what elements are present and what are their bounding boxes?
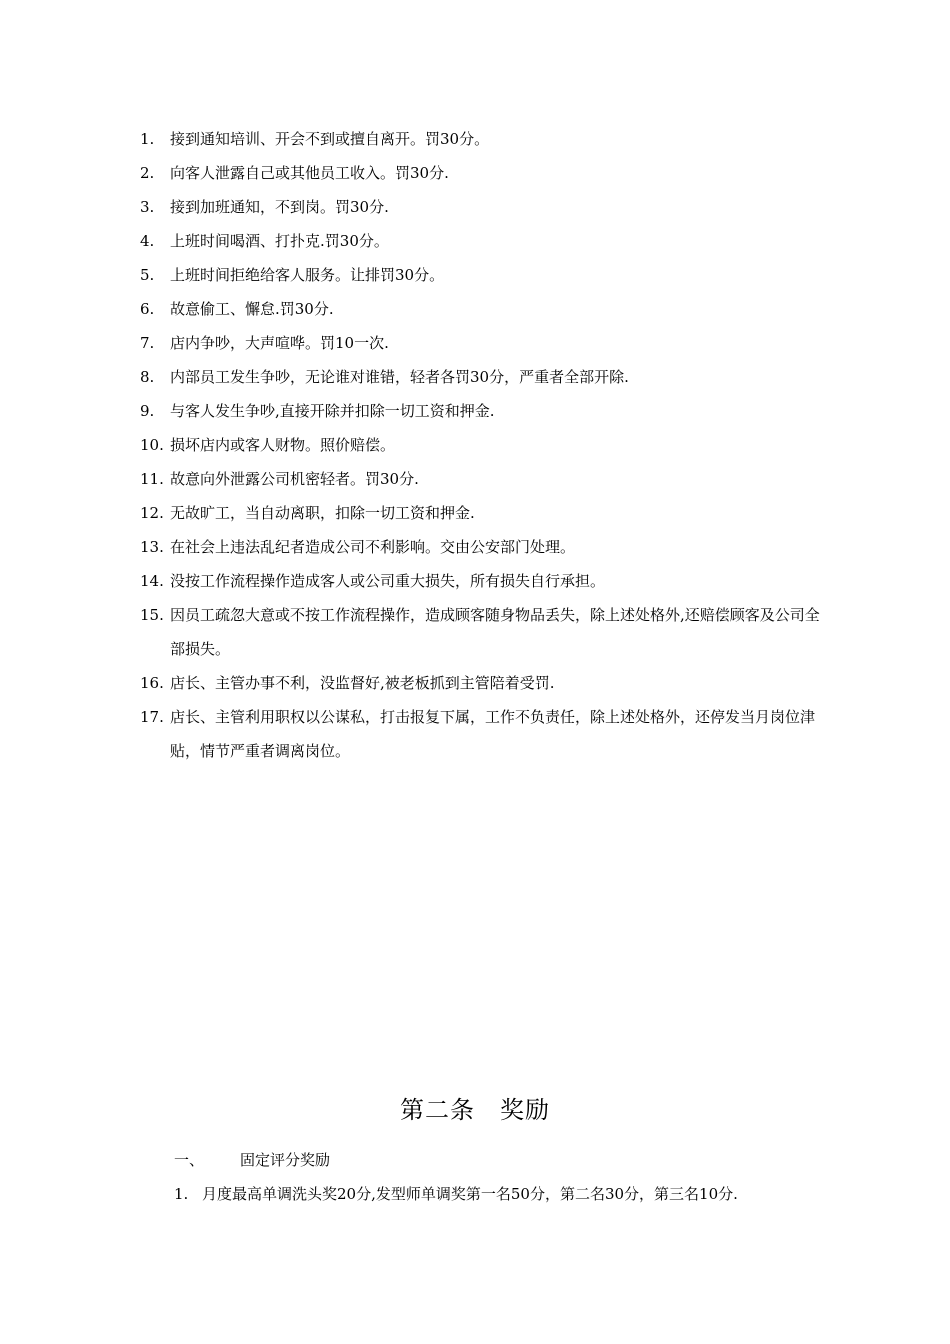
list-item <box>140 326 820 360</box>
item-text: 在社会上违法乱纪者造成公司不利影响。交由公安部门处理。 <box>170 538 576 556</box>
item-number: 14. <box>140 572 164 590</box>
item-number: 2. <box>140 164 155 182</box>
item-text: 无故旷工，当自动离职，扣除一切工资和押金. <box>170 504 475 522</box>
item-number: 9. <box>140 402 155 420</box>
item-text: 店长、主管办事不利，没监督好,被老板抓到主管陪着受罚. <box>170 674 555 692</box>
reward-item <box>174 1180 738 1208</box>
item-text: 故意偷工、懈怠.罚30分. <box>170 300 334 318</box>
item-number: 11. <box>140 470 164 488</box>
item-text: 向客人泄露自己或其他员工收入。罚30分. <box>170 164 449 182</box>
item-number: 12. <box>140 504 164 522</box>
sub-heading-text: 固定评分奖励 <box>240 1151 331 1169</box>
list-item <box>140 258 820 292</box>
list-item <box>140 462 820 496</box>
list-item <box>140 292 820 326</box>
item-number: 15. <box>140 606 164 624</box>
item-text: 与客人发生争吵,直接开除并扣除一切工资和押金. <box>170 402 495 420</box>
list-item <box>140 122 820 156</box>
list-item <box>140 394 820 428</box>
item-number: 7. <box>140 334 155 352</box>
item-text: 内部员工发生争吵，无论谁对谁错，轻者各罚30分，严重者全部开除. <box>170 368 629 386</box>
list-item <box>140 564 820 598</box>
list-item <box>140 496 820 530</box>
list-item <box>140 700 820 768</box>
item-text: 没按工作流程操作造成客人或公司重大损失，所有损失自行承担。 <box>170 572 606 590</box>
item-number: 8. <box>140 368 155 386</box>
item-number: 16. <box>140 674 164 692</box>
list-item <box>140 190 820 224</box>
item-number: 4. <box>140 232 155 250</box>
item-number: 5. <box>140 266 155 284</box>
item-text: 上班时间喝酒、打扑克.罚30分。 <box>170 232 389 250</box>
item-text: 故意向外泄露公司机密轻者。罚30分. <box>170 470 419 488</box>
list-item <box>140 224 820 258</box>
list-item <box>140 360 820 394</box>
list-item <box>140 156 820 190</box>
sub-heading <box>174 1146 330 1174</box>
item-number: 1. <box>140 130 155 148</box>
list-item <box>140 598 820 666</box>
reward-number: 1. <box>174 1185 189 1203</box>
item-text: 店内争吵，大声喧哗。罚10一次. <box>170 334 389 352</box>
sub-heading-number: 一、 <box>174 1151 205 1169</box>
item-text: 损坏店内或客人财物。照价赔偿。 <box>170 436 396 454</box>
item-text: 因员工疏忽大意或不按工作流程操作，造成顾客随身物品丢失，除上述处格外,还赔偿顾客及公司全部损失。 <box>170 606 820 658</box>
item-number: 17. <box>140 708 164 726</box>
item-text: 接到通知培训、开会不到或擅自离开。罚30分。 <box>170 130 490 148</box>
item-text: 接到加班通知，不到岗。罚30分. <box>170 198 389 216</box>
list-item <box>140 428 820 462</box>
penalty-list <box>140 122 820 768</box>
item-number: 10. <box>140 436 164 454</box>
section-title: 第二条 奖励 <box>400 1096 550 1124</box>
item-number: 3. <box>140 198 155 216</box>
reward-text: 月度最高单调洗头奖20分,发型师单调奖第一名50分，第二名30分，第三名10分. <box>202 1185 738 1203</box>
item-number: 6. <box>140 300 155 318</box>
item-number: 13. <box>140 538 164 556</box>
item-text: 店长、主管利用职权以公谋私，打击报复下属，工作不负责任，除上述处格外，还停发当月岗位津贴，情节严重者调离岗位。 <box>170 708 816 760</box>
list-item <box>140 666 820 700</box>
list-item <box>140 530 820 564</box>
item-text: 上班时间拒绝给客人服务。让排罚30分。 <box>170 266 445 284</box>
